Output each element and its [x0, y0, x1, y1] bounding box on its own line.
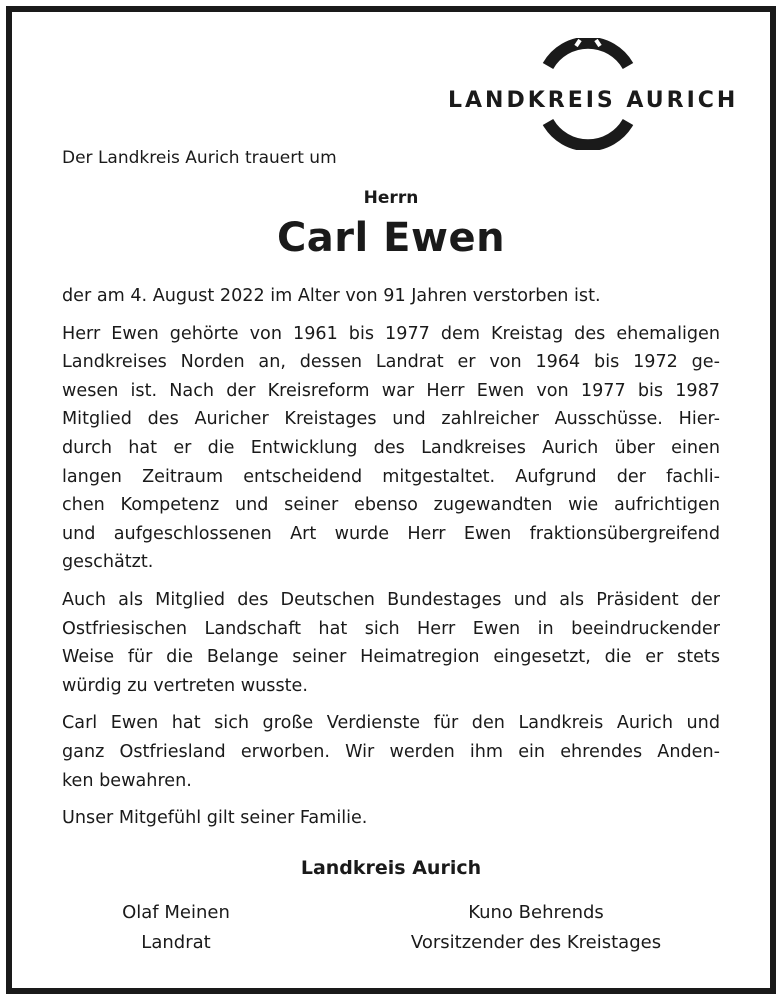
text-line: langen Zeitraum entscheidend mitgestaltet. Aufgrund der fachli-	[62, 466, 720, 487]
text-line: Carl Ewen hat sich große Verdienste für den Landkreis Aurich und	[62, 713, 720, 734]
text-line: Herr Ewen gehörte von 1961 bis 1977 dem Kreistag des ehemaligen	[62, 323, 720, 344]
text-line: durch hat er die Entwicklung des Landkreises Aurich über einen	[62, 437, 720, 458]
text-line: Landkreises Norden an, dessen Landrat er von 1964 bis 1972 ge-	[62, 352, 720, 373]
logo-wordmark: LANDKREIS AURICH	[448, 88, 739, 113]
text-line: ganz Ostfriesland erworben. Wir werden ihm ein ehrendes Anden-	[62, 741, 720, 762]
salutation: Herrn	[363, 188, 419, 208]
text-line: Auch als Mitglied des Deutschen Bundestages und als Präsident der	[62, 589, 720, 610]
text-line: der am 4. August 2022 im Alter von 91 Jahren verstorben ist.	[62, 286, 601, 306]
text-line: ken bewahren.	[62, 770, 192, 791]
text-line: Mitglied des Auricher Kreistages und zahlreicher Ausschüsse. Hier-	[62, 409, 720, 430]
paragraph-condolence	[62, 804, 720, 833]
signatory-name: Kuno Behrends	[468, 902, 604, 923]
paragraph-bundestag	[62, 586, 720, 700]
text-line: geschätzt.	[62, 552, 154, 573]
obituary-body	[62, 282, 720, 842]
signatory-name: Olaf Meinen	[122, 902, 230, 923]
text-line: und aufgeschlossenen Art wurde Herr Ewen fraktionsübergreifend	[62, 523, 720, 544]
text-line: Ostfriesischen Landschaft hat sich Herr Ewen in beeindruckender	[62, 618, 720, 639]
paragraph-death-notice	[62, 282, 720, 311]
signature-organization: Landkreis Aurich	[300, 857, 482, 879]
text-line: Weise für die Belange seiner Heimatregion eingesetzt, die er stets	[62, 647, 720, 668]
landkreis-logo	[448, 38, 739, 150]
signatory-role: Landrat	[141, 932, 211, 953]
deceased-name: Carl Ewen	[276, 215, 506, 261]
paragraph-merits	[62, 709, 720, 795]
signature-left	[76, 898, 276, 958]
text-line: Unser Mitgefühl gilt seiner Familie.	[62, 808, 368, 829]
text-line: wesen ist. Nach der Kreisreform war Herr Ewen von 1977 bis 1987	[62, 380, 720, 401]
text-line: würdig zu vertreten wusste.	[62, 675, 308, 696]
signatory-role: Vorsitzender des Kreistages	[410, 932, 662, 953]
paragraph-career	[62, 320, 720, 577]
signature-right	[386, 898, 686, 958]
text-line: chen Kompetenz und seiner ebenso zugewandten wie aufrichtigen	[62, 495, 720, 516]
intro-line: Der Landkreis Aurich trauert um	[62, 148, 337, 168]
